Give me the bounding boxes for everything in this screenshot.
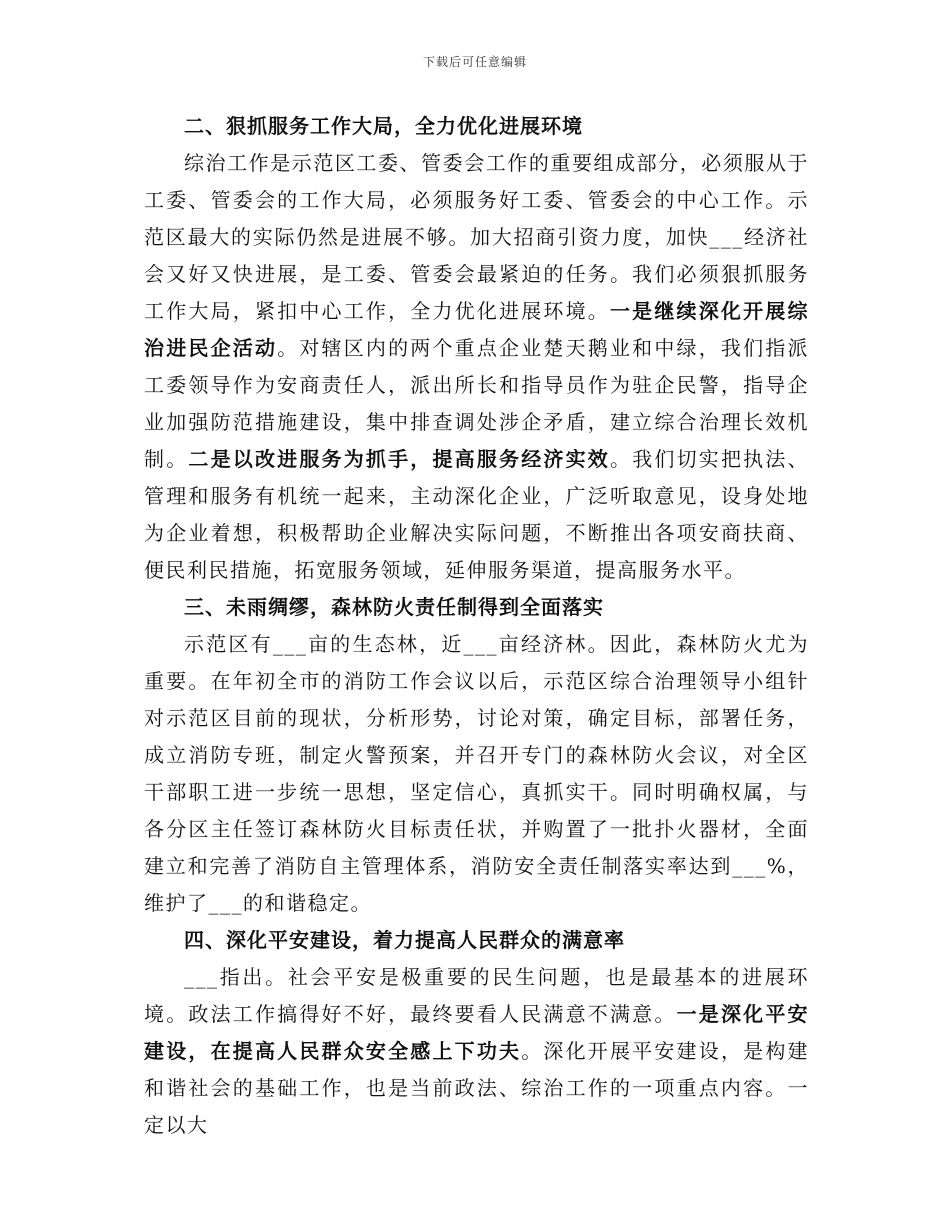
bold-phrase: 二是以改进服务为抓手，提高服务经济实效: [188, 447, 610, 471]
section-heading-4: 四、深化平安建设，着力提高人民群众的满意率: [184, 928, 625, 952]
paragraph-text: 综治工作是示范区工委、管委会工作的重要组成部分，必须服从于工委、管委会的工作大局，必须服务好工委、管委会的中心工作。示范区最大的实际仍然是进展不够。加大招商引资力度，加快___经济社会又好又快进展，是工委、管委会最紧迫的任务。我们必须狠抓服务工作大局，紧扣中心工作，全力优化进展环境。: [144, 151, 809, 323]
section-paragraph-4: [144, 959, 809, 1144]
bold-phrase: 一是继续深化开展综治进民企活动: [144, 299, 810, 360]
section-heading-3: 三、未雨绸缪，森林防火责任制得到全面落实: [184, 595, 604, 619]
document-body: [144, 108, 809, 1144]
paragraph-text: 。深化开展平安建设，是构建和谐社会的基础工作，也是当前政法、综治工作的一项重点内容。一定以大: [144, 1039, 810, 1137]
paragraph-text: 。对辖区内的两个重点企业楚天鹅业和中绿，我们指派工委领导作为安商责任人，派出所长和指导员作为驻企民警，指导企业加强防范措施建设，集中排查调处涉企矛盾，建立综合治理长效机制。: [144, 336, 810, 471]
section-paragraph-2: [144, 145, 809, 589]
paragraph-text: ___指出。社会平安是极重要的民生问题，也是最基本的进展环境。政法工作搞得好不好，最终要看人民满意不满意。: [144, 965, 809, 1026]
section-paragraph-3: [144, 626, 809, 922]
section-heading-2: 二、狠抓服务工作大局，全力优化进展环境: [184, 114, 583, 138]
paragraph-text: 示范区有___亩的生态林，近___亩经济林。因此，森林防火尤为重要。在年初全市的消防工作会议以后，示范区综合治理领导小组针对示范区目前的现状，分析形势，讨论对策，确定目标，部署任务，成立消防专班，制定火警预案，并召开专门的森林防火会议，对全区干部职工进一步统一思想，坚定信心，真抓实干。同时明确权属，与各分区主任签订森林防火目标责任状，并购置了一批扑火器材，全面建立和完善了消防自主管理体系，消防安全责任制落实率达到___%，维护了___的和谐稳定。: [144, 632, 809, 915]
bold-phrase: 一是深化平安建设，在提高人民群众安全感上下功夫: [144, 1002, 810, 1063]
paragraph-text: 。我们切实把执法、管理和服务有机统一起来，主动深化企业，广泛听取意见，设身处地为企业着想，积极帮助企业解决实际问题，不断推出各项安商扶商、便民利民措施，拓宽服务领域，延伸服务渠道，提高服务水平。: [144, 447, 810, 582]
page-header: 下载后可任意编辑: [422, 55, 527, 69]
